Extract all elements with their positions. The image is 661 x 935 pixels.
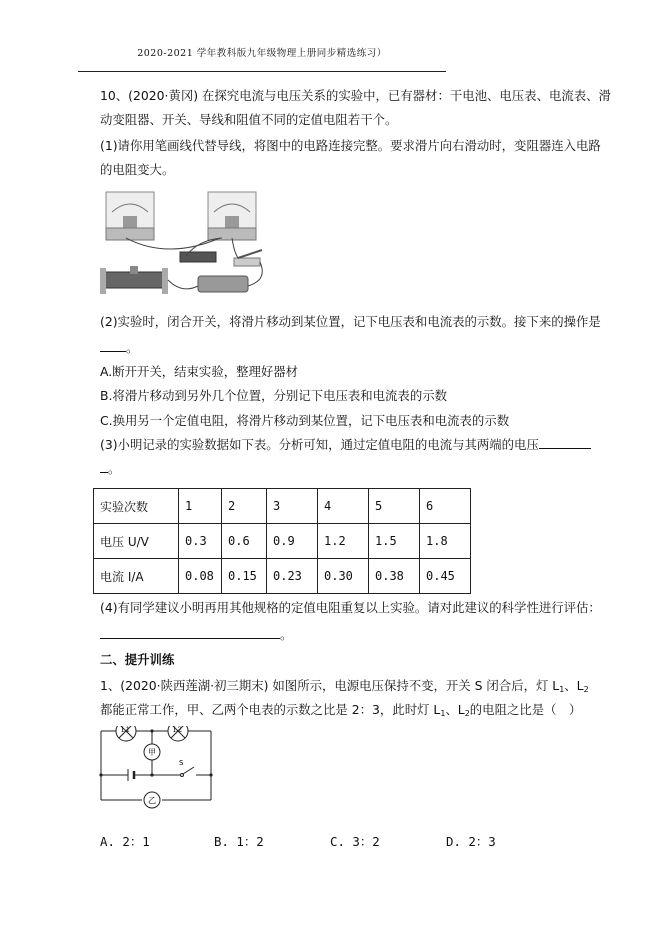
lamp-l1-label: L1 (121, 726, 131, 734)
choice-b[interactable]: B. 1：2 (214, 834, 264, 849)
q10-option-a: A.断开开关，结束实验，整理好器材 (100, 364, 299, 379)
q10-part1-line1: (1)请你用笔画线代替导线，将图中的电路连接完整。要求滑片向右滑动时，变阻器连入电路 (100, 138, 601, 153)
section-title: 二、提升训练 (100, 652, 175, 667)
choice-d[interactable]: D. 2：3 (446, 834, 496, 849)
header-divider (78, 71, 446, 72)
ammeter-icon (106, 192, 154, 240)
switch-icon (234, 258, 260, 266)
voltmeter-icon (208, 192, 256, 240)
resistor-icon (180, 252, 216, 262)
svg-text:甲: 甲 (148, 748, 156, 757)
q10-option-c: C.换用另一个定值电阻，将滑片移动到某位置，记下电压表和电流表的示数 (100, 413, 510, 428)
battery-icon (198, 276, 248, 292)
page-header-title: 2020-2021 学年教科版九年级物理上册同步精选练习） (137, 48, 387, 59)
q10-stem-line2: 动变阻器、开关、导线和阻值不同的定值电阻若干个。 (100, 112, 398, 127)
lamp-l2-label: L2 (173, 726, 183, 734)
q10-part2-line2: 。 (100, 340, 138, 356)
rheostat-icon (100, 266, 168, 294)
q10-stem-line1: 10、(2020·黄冈) 在探究电流与电压关系的实验中，已有器材：干电池、电压表、电流表、滑 (100, 88, 611, 103)
circuit-apparatus-figure (98, 190, 288, 300)
s2-q1-line2: 都能正常工作，甲、乙两个电表的示数之比是 2：3，此时灯 $L_1$、$L_2$的电阻之比是（ ） (100, 702, 582, 718)
q10-part3-line1: (3)小明记录的实验数据如下表。分析可知，通过定值电阻的电流与其两端的电压 (100, 437, 591, 453)
table-row: 电压 U/V 0.3 0.6 0.9 1.2 1.5 1.8 (94, 524, 471, 559)
q10-option-b: B.将滑片移动到另外几个位置，分别记下电压表和电流表的示数 (100, 388, 447, 403)
s2-q1-line1: 1、(2020·陕西莲湖·初三期末) 如图所示，电源电压保持不变，开关 S 闭合后，灯 $L_1$、$L_2$ (100, 678, 589, 694)
svg-text:乙: 乙 (148, 796, 156, 805)
table-row: 实验次数 1 2 3 4 5 6 (94, 489, 471, 524)
experiment-data-table (93, 488, 471, 594)
q10-part3-line2: 。 (100, 461, 120, 477)
answer-blank[interactable] (100, 462, 108, 473)
table-row: 电流 I/A 0.08 0.15 0.23 0.30 0.38 0.45 (94, 559, 471, 594)
answer-blank[interactable] (100, 341, 126, 352)
choice-c[interactable]: C. 3：2 (330, 834, 380, 849)
q10-part1-line2: 的电阻变大。 (100, 162, 175, 177)
svg-text:S: S (179, 759, 184, 767)
answer-blank[interactable] (100, 628, 280, 639)
answer-blank[interactable] (539, 438, 591, 449)
q10-part4-line2: 。 (100, 627, 292, 643)
choice-a[interactable]: A. 2：1 (100, 834, 150, 849)
q10-part2-line1: (2)实验时，闭合开关，将滑片移动到某位置，记下电压表和电流表的示数。接下来的操作是 (100, 314, 601, 329)
q10-part4-line1: (4)有同学建议小明再用其他规格的定值电阻重复以上实验。请对此建议的科学性进行评估： (100, 600, 601, 615)
circuit-diagram (98, 726, 218, 826)
